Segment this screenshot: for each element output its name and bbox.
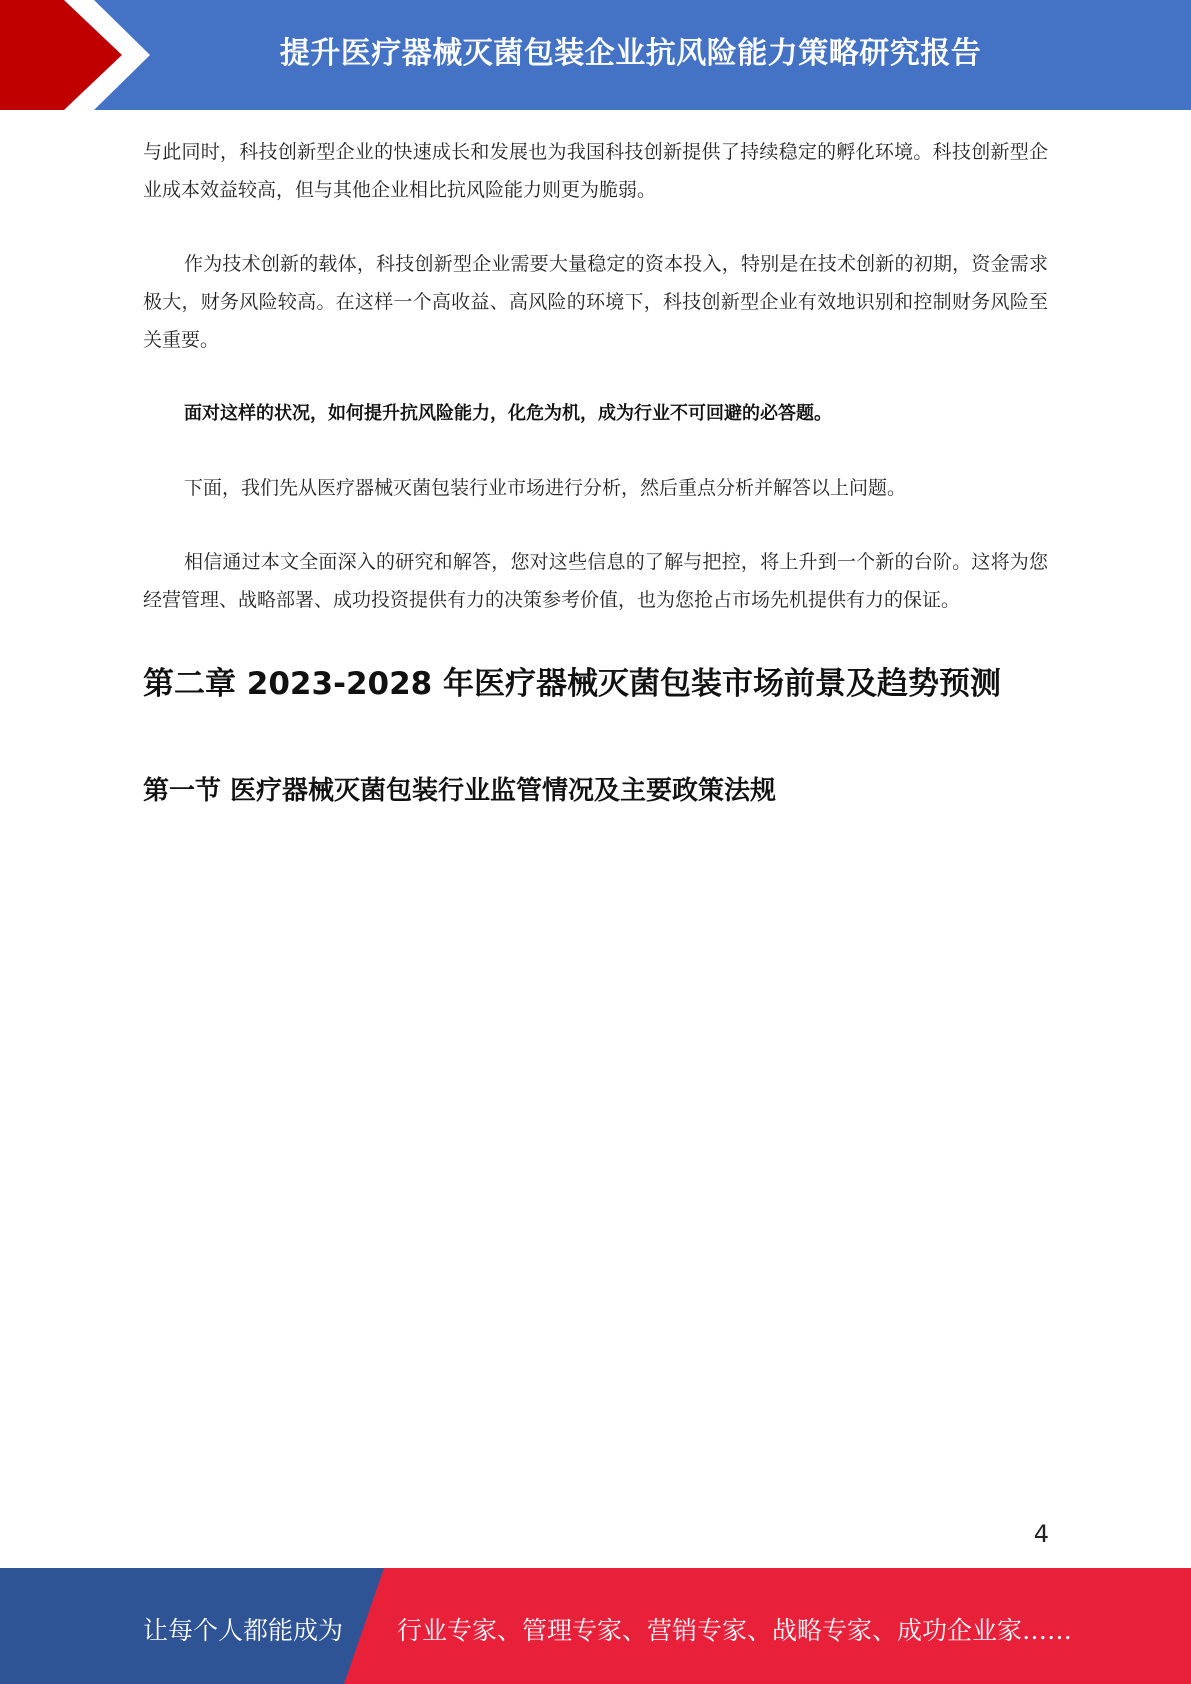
paragraph-2: 作为技术创新的载体，科技创新型企业需要大量稳定的资本投入，特别是在技术创新的初期，资金需求极大，财务风险较高。在这样一个高收益、高风险的环境下，科技创新型企业有效地识别和控制财务风险至关重要。 bbox=[143, 253, 1048, 351]
paragraph-1: 与此同时，科技创新型企业的快速成长和发展也为我国科技创新提供了持续稳定的孵化环境。科技创新型企业成本效益较高，但与其他企业相比抗风险能力则更为脆弱。 bbox=[143, 141, 1048, 201]
section-title: 第一节 医疗器械灭菌包装行业监管情况及主要政策法规 bbox=[143, 776, 777, 806]
page-number: 4 bbox=[1033, 1520, 1049, 1548]
footer-slogan-left: 让每个人都能成为 bbox=[143, 1616, 344, 1645]
header-title: 提升医疗器械灭菌包装企业抗风险能力策略研究报告 bbox=[279, 36, 982, 71]
paragraph-3-emphasis: 面对这样的状况，如何提升抗风险能力，化危为机，成为行业不可回避的必答题。 bbox=[184, 403, 832, 424]
paragraph-5: 相信通过本文全面深入的研究和解答，您对这些信息的了解与把控，将上升到一个新的台阶。这将为您经营管理、战略部署、成功投资提供有力的决策参考价值，也为您抢占市场先机提供有力的保证。 bbox=[143, 551, 1048, 611]
chapter-title: 第二章 2023-2028 年医疗器械灭菌包装市场前景及趋势预测 bbox=[143, 666, 1002, 702]
page-header bbox=[0, 0, 1191, 110]
footer-slogan-right: 行业专家、管理专家、营销专家、战略专家、成功企业家…… bbox=[397, 1616, 1073, 1645]
paragraph-4: 下面，我们先从医疗器械灭菌包装行业市场进行分析，然后重点分析并解答以上问题。 bbox=[184, 477, 907, 499]
document-body bbox=[143, 133, 1048, 809]
page-footer bbox=[0, 1568, 1191, 1684]
